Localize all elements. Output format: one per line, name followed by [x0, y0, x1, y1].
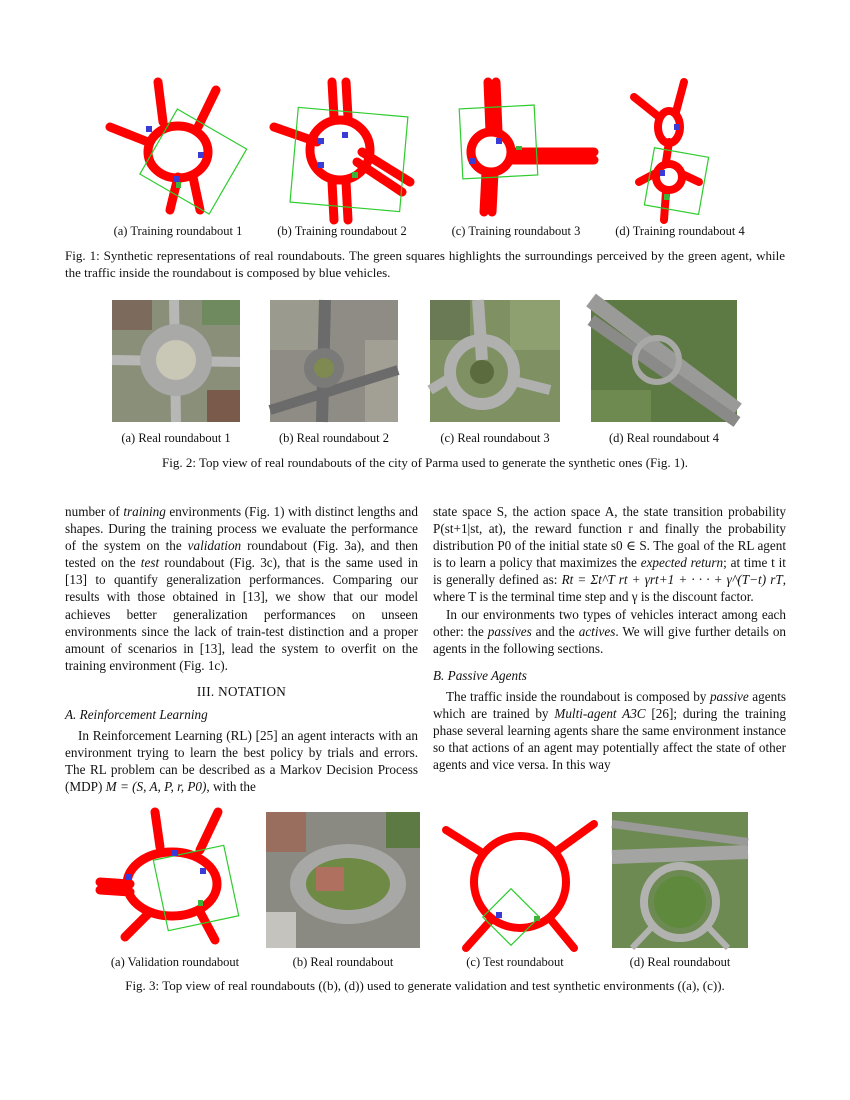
fig2-subcaption-b: (b) Real roundabout 2: [278, 431, 390, 445]
real-roundabout-1-image: [112, 300, 240, 422]
real-roundabout-3-image: [430, 300, 560, 422]
subsection-heading-passive: B. Passive Agents: [433, 667, 527, 683]
right-paragraph-2: In our environments two types of vehicles interact among each other: the passives and the actives. We will give further details on agents in the following sections.: [433, 606, 787, 656]
fig2-subcaption-c: (c) Real roundabout 3: [440, 431, 550, 445]
fig2-subcaption-d: (d) Real roundabout 4: [608, 431, 720, 445]
validation-roundabout-image: [100, 812, 250, 942]
real-roundabout-4-image: [591, 300, 737, 422]
left-paragraph-2: In Reinforcement Learning (RL) [25] an agent interacts with an environment trying to learn the best policy by trials and errors. The RL problem can be described as a Markov Decision Process (MDP) M = (S, A, P, r, P0), with the: [65, 728, 418, 795]
fig1-subcaption-c: (c) Training roundabout 3: [451, 224, 581, 238]
right-column: [433, 503, 786, 773]
right-paragraph-1: state space S, the action space A, the state transition probability P(st+1|st, at), the reward function r and finally the probability distribution P0 of the initial state s0 ∈ S. The goal of the RL agent is to learn a policy that maximizes the expected return; at time t it is generally defined as: Rt = Σt^T rt + γrt+1 + · · · + γ^(T−t) rT, where T is the terminal time step and γ is the discount factor.: [433, 504, 786, 605]
real-roundabout-test-image: [612, 812, 748, 948]
test-roundabout-image: [446, 812, 594, 948]
fig3-subcaption-a: (a) Validation roundabout: [110, 955, 240, 969]
fig1-subcaption-a: (a) Training roundabout 1: [113, 224, 243, 238]
fig3-subcaption-d: (d) Real roundabout: [629, 955, 731, 969]
fig2-subcaption-a: (a) Real roundabout 1: [121, 431, 231, 445]
subsection-heading-rl: A. Reinforcement Learning: [65, 707, 208, 723]
training-roundabout-4-image: [624, 82, 724, 222]
left-column: [65, 503, 418, 796]
real-roundabout-validation-image: [266, 812, 420, 948]
fig3-subcaption-c: (c) Test roundabout: [466, 955, 564, 969]
right-paragraph-3: The traffic inside the roundabout is composed by passive agents which are trained by Multi-agent A3C [26]; during the training phase several learning agents share the same environment instance so that actions of an agent may potentially affect the state of other agents and vice versa. In this way: [433, 688, 786, 773]
training-roundabout-1-image: [108, 82, 248, 212]
fig3-subcaption-b: (b) Real roundabout: [292, 955, 394, 969]
left-paragraph-1: number of training environments (Fig. 1) with distinct lengths and shapes. During the training process we evaluate the performance of the system on the validation roundabout (Fig. 3a), and then tested on the test roundabout (Fig. 3c), that is the same used in [13] to quantify generalization performances. Comparing our results with those obtained in [13], we show that our model achieves better generalization performances on unseen environments since the lack of train-test distinction and a proper amount of scenarios in [13], lead the system to overfit on the training environment (Fig. 1c).: [65, 504, 418, 673]
training-roundabout-3-image: [456, 82, 596, 212]
fig1-subcaption-d: (d) Training roundabout 4: [615, 224, 745, 238]
fig1-caption: Fig. 1: Synthetic representations of real roundabouts. The green squares highlights the surroundings perceived by the green agent, while the traffic inside the roundabout is composed by blue vehicles.: [65, 248, 785, 280]
fig1-subcaption-b: (b) Training roundabout 2: [277, 224, 407, 238]
training-roundabout-2-image: [272, 82, 412, 222]
fig3-caption: Fig. 3: Top view of real roundabouts ((b), (d)) used to generate validation and test synthetic environments ((a), (c)).: [125, 978, 725, 993]
real-roundabout-2-image: [270, 300, 398, 422]
fig2-caption: Fig. 2: Top view of real roundabouts of the city of Parma used to generate the synthetic ones (Fig. 1).: [162, 455, 688, 470]
section-heading-notation: III. NOTATION: [196, 683, 287, 699]
